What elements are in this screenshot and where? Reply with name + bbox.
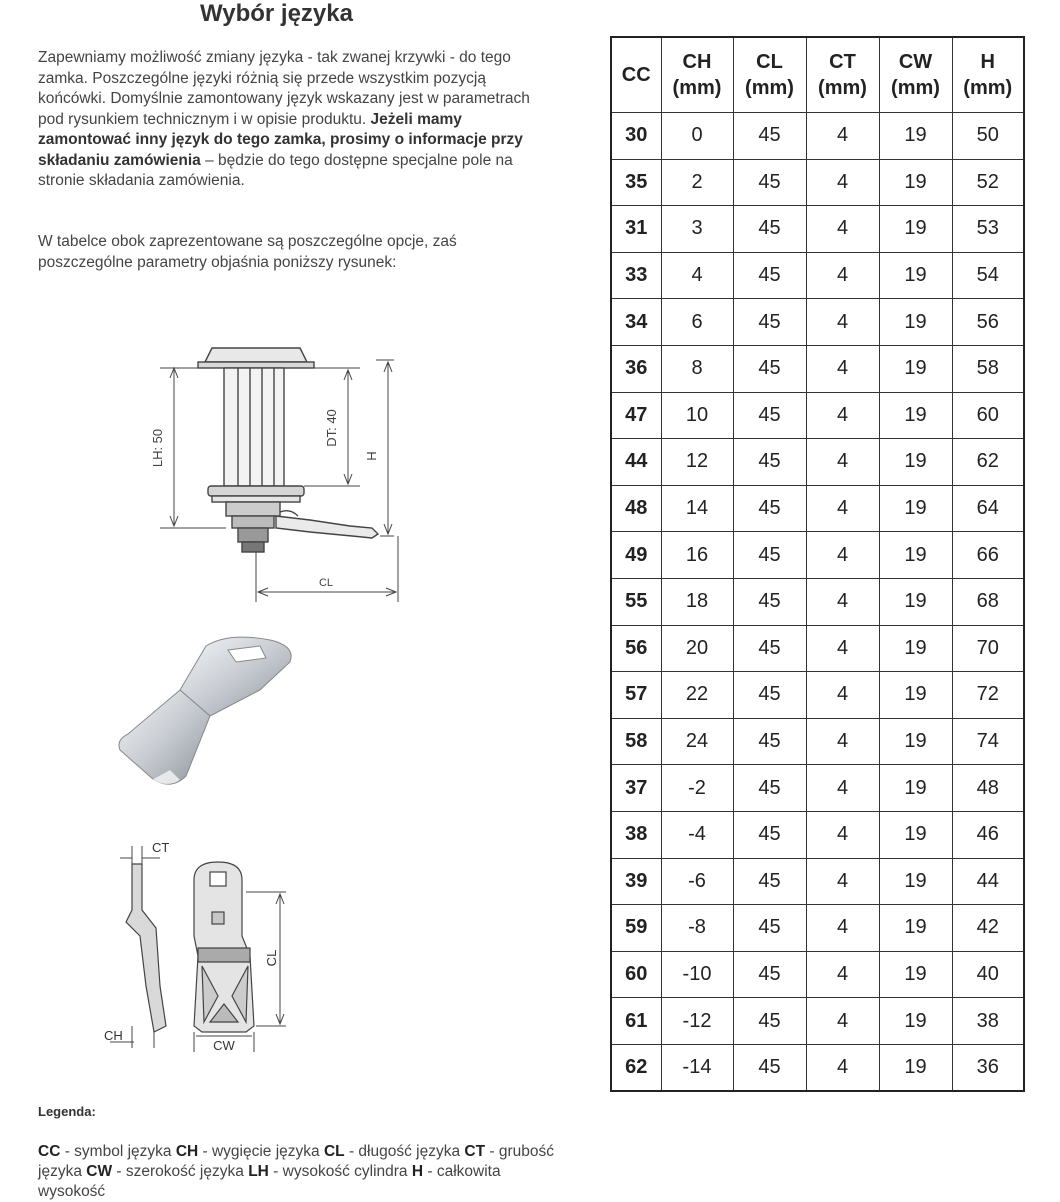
cam-tongue-image [110,630,310,800]
table-cell: 4 [806,672,879,719]
legend-code: CC [38,1143,61,1160]
table-cell: 19 [879,672,952,719]
table-cell: 45 [733,811,806,858]
column-header [879,37,952,113]
table-cell: 45 [733,299,806,346]
cam-code-cell: 36 [611,345,661,392]
table-row [611,532,1024,579]
page-title: Wybór języka [200,0,353,27]
table-row [611,159,1024,206]
table-cell: 4 [806,299,879,346]
legend-code: CH [175,1143,199,1160]
table-cell: 68 [952,578,1024,625]
table-row [611,206,1024,253]
legend-code: H [411,1163,424,1180]
cam-code-cell: 47 [611,392,661,439]
column-header-code: H [980,51,995,73]
table-cell: 74 [952,718,1024,765]
table-cell: 45 [733,485,806,532]
cw-dimension-label: CW [213,1038,235,1053]
table-cell: 6 [661,299,733,346]
table-row [611,858,1024,905]
table-cell: 54 [952,252,1024,299]
table-cell: 19 [879,439,952,486]
table-cell: 60 [952,392,1024,439]
intro-text: Zapewniamy możliwość zmiany języka - tak zwanej krzywki - do tego zamka. Poszczególne języki różnią się przede wszystkim pozycją końcówki. Domyślnie zamontowany język wskazany jest w parametrach pod rysunkiem technicznym i w opisie produktu. [38,49,530,128]
column-header-unit: (mm) [818,77,867,99]
table-cell: 52 [952,159,1024,206]
table-row [611,672,1024,719]
legend-code: LH [248,1163,269,1180]
table-cell: 4 [806,1044,879,1091]
column-header-code: CT [829,51,856,73]
table-header-row [611,37,1024,113]
cam-code-cell: 62 [611,1044,661,1091]
table-cell: 45 [733,998,806,1045]
column-header-unit: (mm) [672,77,722,99]
cam-options-table [610,36,1025,1092]
table-cell: 50 [952,113,1024,160]
legend-description: - całkowita wysokość [38,1163,501,1200]
table-cell: 14 [661,485,733,532]
cam-code-cell: 35 [611,159,661,206]
table-cell: 38 [952,998,1024,1045]
table-cell: -6 [661,858,733,905]
table-row [611,765,1024,812]
column-header-code: CC [621,64,651,86]
table-cell: 4 [806,392,879,439]
table-cell: 19 [879,625,952,672]
table-cell: 45 [733,206,806,253]
cam-code-cell: 49 [611,532,661,579]
table-cell: 45 [733,951,806,998]
table-cell: 45 [733,905,806,952]
table-row [611,625,1024,672]
table-row [611,252,1024,299]
cam-code-cell: 39 [611,858,661,905]
table-cell: 45 [733,159,806,206]
table-cell: 4 [806,998,879,1045]
table-cell: 19 [879,345,952,392]
cam-code-cell: 30 [611,113,661,160]
legend-code: CW [86,1163,113,1180]
cam-code-cell: 31 [611,206,661,253]
table-cell: 62 [952,439,1024,486]
intro-paragraph [38,48,538,192]
column-header-code: CL [756,51,783,73]
cam-code-cell: 61 [611,998,661,1045]
table-cell: 19 [879,485,952,532]
table-cell: 19 [879,858,952,905]
table-row [611,439,1024,486]
table-row [611,1044,1024,1091]
table-row [611,811,1024,858]
table-cell: 36 [952,1044,1024,1091]
table-cell: 64 [952,485,1024,532]
cam-code-cell: 59 [611,905,661,952]
table-cell: 4 [806,252,879,299]
cam-code-cell: 55 [611,578,661,625]
table-cell: 4 [806,951,879,998]
cam-code-cell: 48 [611,485,661,532]
table-cell: 48 [952,765,1024,812]
table-cell: 45 [733,392,806,439]
table-cell: 66 [952,532,1024,579]
table-cell: 45 [733,113,806,160]
table-cell: 45 [733,672,806,719]
cam-code-cell: 57 [611,672,661,719]
table-cell: 45 [733,765,806,812]
table-cell: 16 [661,532,733,579]
intro-bold-note: Jeżeli mamy zamontować inny język do tego zamka, prosimy o informacje przy składaniu zamówienia [38,110,523,169]
table-cell: -2 [661,765,733,812]
cam-code-cell: 58 [611,718,661,765]
table-cell: 2 [661,159,733,206]
table-row [611,998,1024,1045]
table-row [611,718,1024,765]
legend-code: CT [464,1143,486,1160]
legend-text [38,1142,558,1202]
table-cell: 19 [879,578,952,625]
table-cell: 18 [661,578,733,625]
table-row [611,905,1024,952]
table-cell: 4 [806,578,879,625]
table-cell: 4 [806,345,879,392]
table-cell: 19 [879,299,952,346]
table-cell: 45 [733,252,806,299]
table-cell: 4 [806,625,879,672]
column-header-unit: (mm) [963,77,1013,99]
legend-heading: Legenda: [38,1104,96,1119]
cam-code-cell: 37 [611,765,661,812]
cl-tongue-dimension-label: CL [264,949,279,967]
table-cell: 24 [661,718,733,765]
table-cell: 19 [879,532,952,579]
legend-description: - wysokość cylindra [268,1163,412,1180]
table-cell: 46 [952,811,1024,858]
legend-description: - szerokość języka [112,1163,249,1180]
legend-description: - długość języka [344,1143,465,1160]
cam-code-cell: 44 [611,439,661,486]
intro-text-end: – będzie do tego dostępne specjalne pole na stronie składania zamówienia. [38,151,513,189]
column-header-code: CW [898,51,933,73]
table-cell: 4 [806,532,879,579]
cam-dimension-drawing [100,836,300,1056]
column-header [661,37,733,113]
table-cell: 4 [806,718,879,765]
table-cell: 45 [733,625,806,672]
table-cell: 40 [952,951,1024,998]
table-cell: 19 [879,905,952,952]
table-cell: 58 [952,345,1024,392]
cam-code-cell: 34 [611,299,661,346]
table-cell: -4 [661,811,733,858]
table-cell: 4 [806,858,879,905]
column-header-unit: (mm) [745,77,794,99]
table-cell: 22 [661,672,733,719]
table-cell: -12 [661,998,733,1045]
table-cell: 4 [806,113,879,160]
dt-dimension-label: DT: 40 [324,409,339,447]
table-cell: 19 [879,159,952,206]
table-cell: -10 [661,951,733,998]
table-cell: 45 [733,532,806,579]
column-header [806,37,879,113]
table-cell: 0 [661,113,733,160]
table-row [611,578,1024,625]
table-cell: 19 [879,392,952,439]
column-header-code: CH [682,51,712,73]
table-cell: 19 [879,113,952,160]
table-cell: 4 [806,439,879,486]
table-cell: 19 [879,206,952,253]
lh-dimension-label: LH: 50 [150,428,165,468]
legend-description: - wygięcie języka [198,1143,324,1160]
table-cell: 45 [733,718,806,765]
table-cell: 45 [733,858,806,905]
table-cell: 19 [879,998,952,1045]
cam-code-cell: 60 [611,951,661,998]
table-cell: 4 [806,905,879,952]
table-cell: 19 [879,811,952,858]
column-header [952,37,1024,113]
legend-code: CL [323,1143,345,1160]
table-cell: 42 [952,905,1024,952]
legend-description: - symbol języka [60,1143,176,1160]
table-cell: 56 [952,299,1024,346]
table-cell: 72 [952,672,1024,719]
table-cell: 10 [661,392,733,439]
table-cell: 45 [733,1044,806,1091]
h-dimension-label: H [364,451,379,461]
table-cell: 44 [952,858,1024,905]
ct-dimension-label: CT [152,840,170,855]
table-cell: 20 [661,625,733,672]
cl-dimension-label: CL [318,577,334,589]
lock-technical-drawing [140,330,420,610]
cam-code-cell: 38 [611,811,661,858]
table-cell: 19 [879,951,952,998]
table-cell: -14 [661,1044,733,1091]
table-cell: 45 [733,345,806,392]
table-cell: 12 [661,439,733,486]
table-cell: 45 [733,578,806,625]
table-cell: 19 [879,765,952,812]
table-cell: 70 [952,625,1024,672]
table-cell: 53 [952,206,1024,253]
column-header [733,37,806,113]
table-row [611,299,1024,346]
cam-code-cell: 33 [611,252,661,299]
table-cell: 8 [661,345,733,392]
table-cell: 19 [879,718,952,765]
table-cell: 4 [806,811,879,858]
table-row [611,485,1024,532]
column-header [611,37,661,113]
table-cell: 4 [806,206,879,253]
table-row [611,392,1024,439]
table-cell: 45 [733,439,806,486]
ch-dimension-label: CH [104,1028,123,1043]
intro-paragraph-2: W tabelce obok zaprezentowane są poszczególne opcje, zaś poszczególne parametry objaśnia poniższy rysunek: [38,233,457,271]
table-cell: 19 [879,252,952,299]
table-cell: 3 [661,206,733,253]
column-header-unit: (mm) [891,77,940,99]
table-row [611,951,1024,998]
table-row [611,113,1024,160]
table-row [611,345,1024,392]
table-cell: 4 [806,159,879,206]
cam-code-cell: 56 [611,625,661,672]
table-cell: 19 [879,1044,952,1091]
table-cell: 4 [661,252,733,299]
legend-description: - grubość języka [38,1143,554,1180]
table-cell: -8 [661,905,733,952]
table-cell: 4 [806,765,879,812]
table-cell: 4 [806,485,879,532]
